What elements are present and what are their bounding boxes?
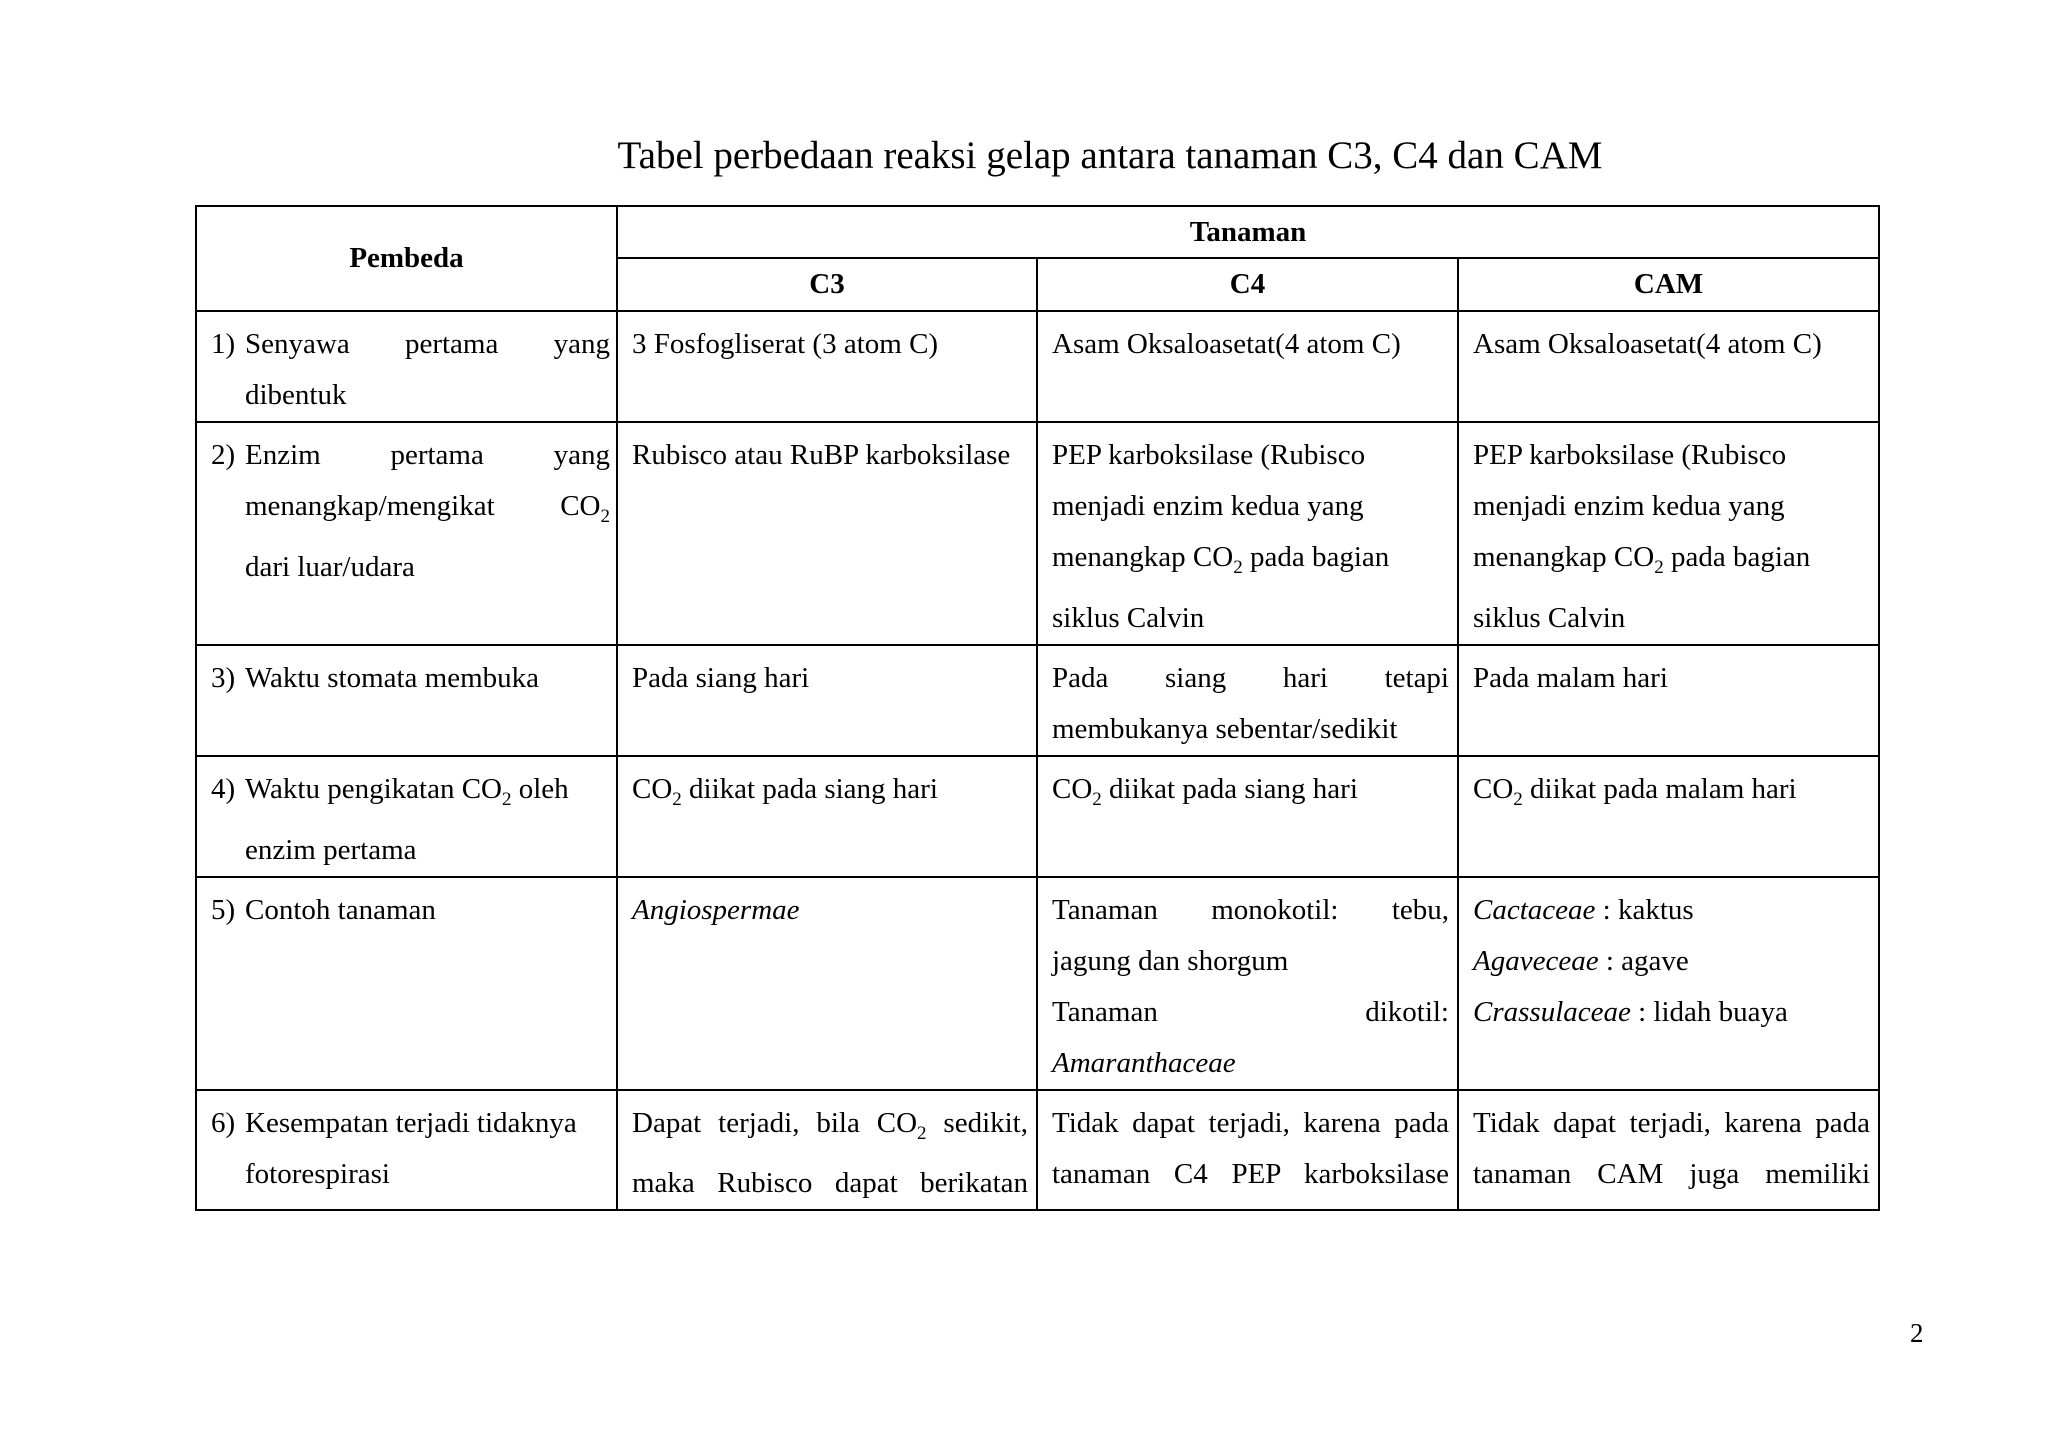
cell-text: Agaveceae : agave	[1473, 944, 1689, 977]
header-row-top	[196, 206, 1879, 258]
row-number: 1)	[211, 328, 236, 360]
page-title: Tabel perbedaan reaksi gelap antara tanaman C3, C4 dan CAM	[617, 134, 1603, 177]
row-number: 2)	[211, 439, 236, 471]
cell-text: dari luar/udara	[245, 550, 415, 583]
cell-text: Cactaceae : kaktus	[1473, 893, 1694, 926]
cell-text: Pada siang hari tetapi	[1052, 661, 1449, 694]
header-pembeda: Pembeda	[196, 206, 617, 311]
cell-pembeda	[196, 877, 617, 1090]
cell-cam	[1458, 756, 1879, 877]
cell-text: membukanya sebentar/sedikit	[1052, 712, 1398, 745]
cell-text: Waktu stomata membuka	[245, 661, 540, 694]
cell-text: tanaman C4 PEP karboksilase	[1052, 1157, 1449, 1190]
cell-c3	[617, 311, 1037, 422]
cell-text: PEP karboksilase (Rubisco	[1473, 439, 1787, 471]
cell-c3	[617, 877, 1037, 1090]
header-c3: C3	[617, 258, 1037, 311]
table-row	[196, 1090, 1879, 1211]
cell-text: Waktu pengikatan $CO_2$ oleh	[245, 772, 569, 810]
cell-pembeda	[196, 756, 617, 877]
cell-text: menjadi enzim kedua yang	[1052, 490, 1364, 522]
cell-c4	[1037, 645, 1458, 756]
cell-text: Kesempatan terjadi tidaknya	[245, 1106, 577, 1139]
cell-text: Asam Oksaloasetat(4 atom C)	[1052, 328, 1401, 360]
cell-text: $CO_2$ diikat pada malam hari	[1473, 772, 1797, 810]
cell-text: PEP karboksilase (Rubisco	[1052, 439, 1366, 471]
table-row	[196, 422, 1879, 645]
cell-text: enzim pertama	[245, 833, 417, 866]
cell-text: Crassulaceae : lidah buaya	[1473, 995, 1788, 1028]
cell-text: menangkap $CO_2$ pada bagian	[1052, 541, 1390, 578]
cell-text: $CO_2$ diikat pada siang hari	[632, 772, 938, 810]
cell-text: menangkap/mengikat $CO_2$	[245, 490, 610, 527]
row-number: 6)	[211, 1106, 236, 1139]
cell-text: Rubisco atau RuBP karboksilase	[632, 439, 1011, 471]
cell-cam	[1458, 877, 1879, 1090]
cell-text: 3 Fosfogliserat (3 atom C)	[632, 328, 939, 360]
cell-text: maka Rubisco dapat berikatan	[632, 1167, 1028, 1200]
cell-c3	[617, 1090, 1037, 1211]
cell-c4	[1037, 756, 1458, 877]
cell-c4	[1037, 877, 1458, 1090]
cell-pembeda	[196, 422, 617, 645]
cell-text: Pada malam hari	[1473, 661, 1668, 694]
cell-text: siklus Calvin	[1052, 601, 1205, 634]
row-number: 4)	[211, 772, 236, 805]
cell-text: Tidak dapat terjadi, karena pada	[1052, 1106, 1449, 1139]
cell-text: menjadi enzim kedua yang	[1473, 490, 1785, 522]
cell-text: fotorespirasi	[245, 1157, 390, 1190]
cell-text: $CO_2$ diikat pada siang hari	[1052, 772, 1358, 810]
cell-c3	[617, 756, 1037, 877]
cell-text: menangkap $CO_2$ pada bagian	[1473, 541, 1811, 578]
cell-c4	[1037, 1090, 1458, 1211]
cell-text: jagung dan shorgum	[1052, 944, 1289, 977]
table-row	[196, 877, 1879, 1090]
header-tanaman: Tanaman	[617, 206, 1879, 258]
cell-pembeda	[196, 645, 617, 756]
cell-c3	[617, 645, 1037, 756]
cell-cam	[1458, 311, 1879, 422]
cell-text: Tidak dapat terjadi, karena pada	[1473, 1106, 1871, 1139]
row-number: 5)	[211, 893, 236, 926]
cell-text: Senyawa pertama yang	[245, 328, 610, 360]
comparison-table	[195, 205, 1880, 1211]
cell-text: siklus Calvin	[1473, 601, 1626, 634]
cell-c4	[1037, 422, 1458, 645]
cell-c4	[1037, 311, 1458, 422]
header-c4: C4	[1037, 258, 1458, 311]
cell-cam	[1458, 645, 1879, 756]
row-number: 3)	[211, 661, 236, 694]
cell-text: Tanaman dikotil:	[1052, 995, 1449, 1028]
cell-pembeda	[196, 311, 617, 422]
table-row	[196, 645, 1879, 756]
cell-cam	[1458, 1090, 1879, 1211]
cell-text: tanaman CAM juga memiliki	[1473, 1157, 1871, 1190]
cell-text: Enzim pertama yang	[245, 439, 610, 471]
cell-text: Dapat terjadi, bila $CO_2$ sedikit,	[632, 1106, 1028, 1144]
cell-text: Contoh tanaman	[245, 893, 436, 926]
cell-text: Pada siang hari	[632, 661, 810, 694]
cell-text: Tanaman monokotil: tebu,	[1052, 893, 1449, 926]
table-row	[196, 756, 1879, 877]
cell-c3	[617, 422, 1037, 645]
cell-text: dibentuk	[245, 379, 347, 411]
page-number: 2	[1910, 1318, 1924, 1348]
cell-cam	[1458, 422, 1879, 645]
table-row	[196, 311, 1879, 422]
header-cam: CAM	[1458, 258, 1879, 311]
cell-pembeda	[196, 1090, 617, 1211]
cell-text: Amaranthaceae	[1052, 1046, 1236, 1079]
cell-text: Angiospermae	[632, 893, 800, 926]
cell-text: Asam Oksaloasetat(4 atom C)	[1473, 328, 1822, 360]
